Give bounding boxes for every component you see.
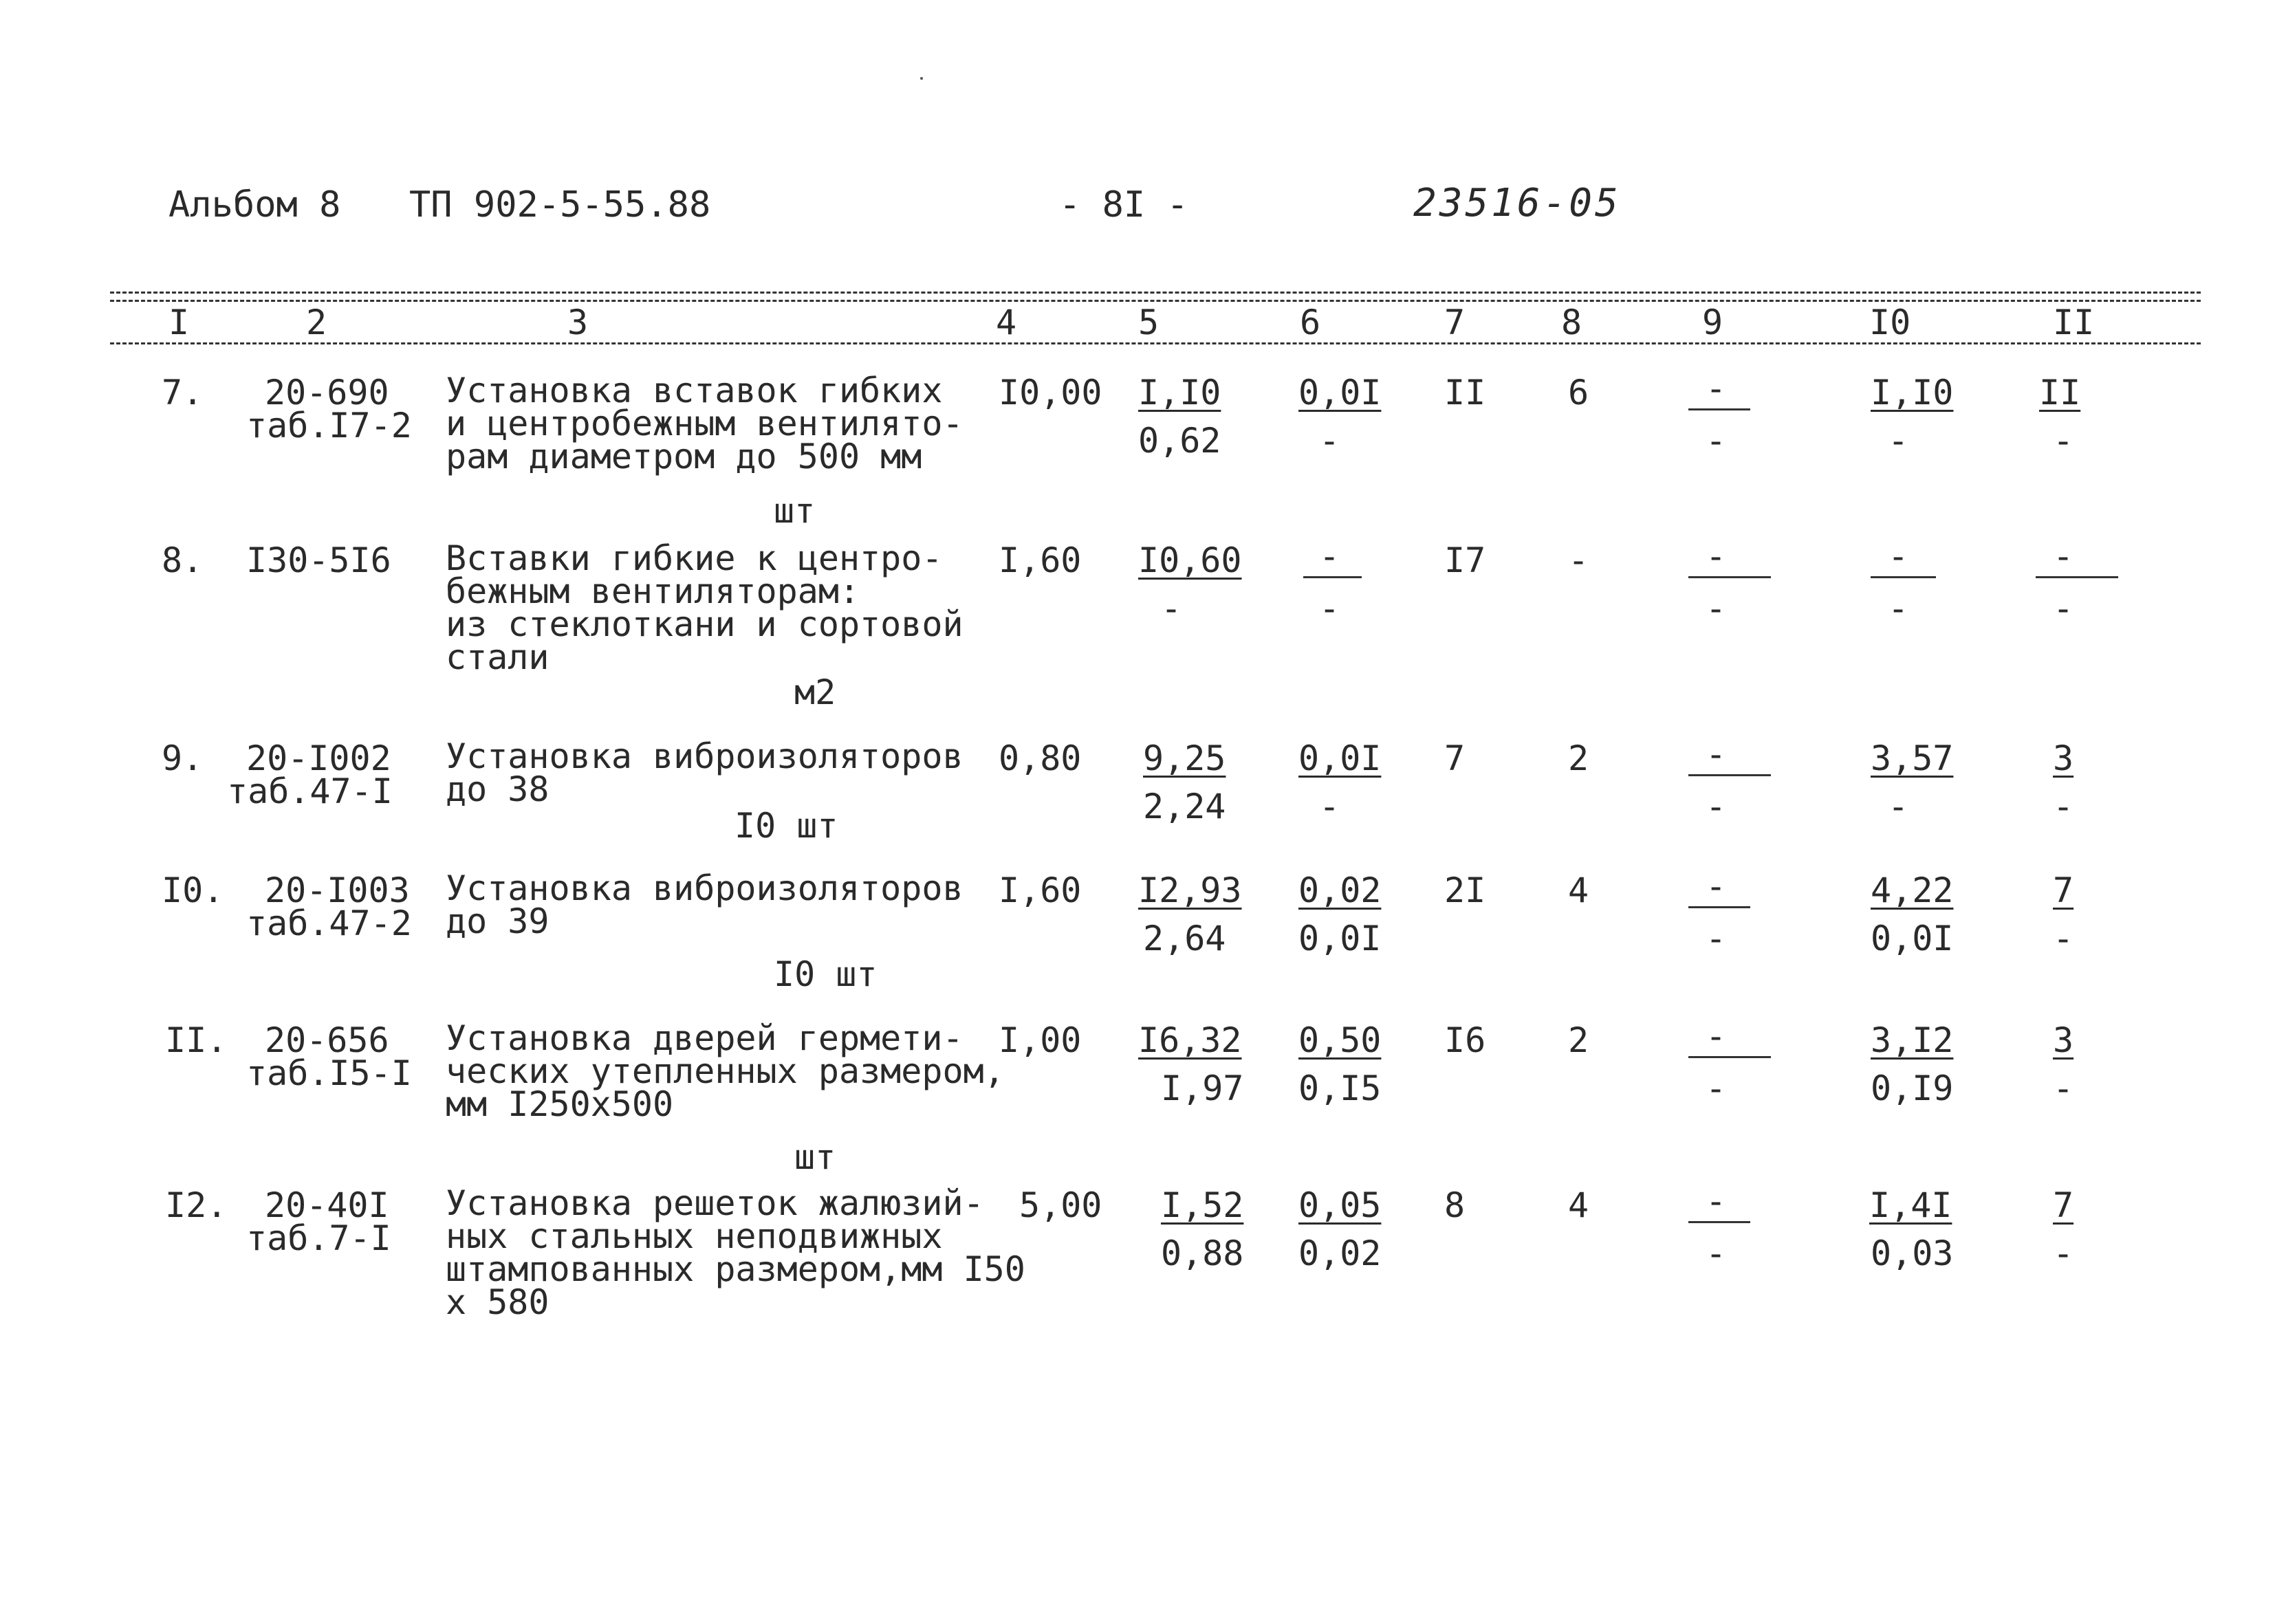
header-rule-bottom bbox=[110, 342, 2201, 344]
col6-fraction-line bbox=[1303, 576, 1362, 578]
col6-value: - bbox=[1319, 536, 1340, 576]
col11-value: 3 bbox=[2053, 1020, 2074, 1060]
row-number: I0. bbox=[162, 870, 224, 910]
col6-value: 0,05 bbox=[1298, 1185, 1382, 1225]
col-header-10: I0 bbox=[1869, 303, 1911, 342]
col5-subvalue: 2,64 bbox=[1143, 919, 1226, 958]
col9-fraction-line bbox=[1688, 1056, 1771, 1058]
col10-fraction-line bbox=[1871, 576, 1936, 578]
col-header-2: 2 bbox=[306, 303, 327, 342]
col10-subvalue: - bbox=[1888, 589, 1909, 628]
col9-subvalue: - bbox=[1706, 1233, 1727, 1273]
col10-value: 3,57 bbox=[1871, 738, 1954, 778]
work-description-line: Установка вставок гибких bbox=[446, 371, 943, 410]
col7-value: 7 bbox=[1444, 738, 1466, 778]
work-description-line: стали bbox=[446, 637, 549, 677]
row-number: 8. bbox=[162, 540, 204, 580]
col6-value: 0,02 bbox=[1298, 870, 1382, 910]
unit-of-measure: шт bbox=[794, 1137, 836, 1177]
col9-subvalue: - bbox=[1706, 589, 1727, 628]
col9-fraction-line bbox=[1688, 408, 1750, 410]
norm-table: таб.I7-2 bbox=[246, 406, 412, 446]
header-rule-top-2 bbox=[110, 300, 2201, 302]
col6-subvalue: 0,0I bbox=[1298, 919, 1382, 958]
norm-code: 20-656 bbox=[265, 1020, 389, 1060]
col-header-6: 6 bbox=[1300, 303, 1321, 342]
col11-value: II bbox=[2039, 373, 2081, 413]
col9-fraction-line bbox=[1688, 576, 1771, 578]
work-description-line: и центробежным вентилято- bbox=[446, 404, 964, 443]
col11-subvalue: - bbox=[2053, 589, 2074, 628]
quantity: 0,80 bbox=[999, 738, 1082, 778]
col5-subvalue: I,97 bbox=[1161, 1068, 1244, 1108]
col11-subvalue: - bbox=[2053, 1068, 2074, 1108]
header-rule-top bbox=[110, 292, 2201, 294]
quantity: I,60 bbox=[999, 870, 1082, 910]
work-description-line: Установка дверей гермети- bbox=[446, 1018, 964, 1058]
col7-value: I7 bbox=[1444, 540, 1486, 580]
col11-subvalue: - bbox=[2053, 787, 2074, 826]
work-description-line: бежным вентиляторам: bbox=[446, 571, 860, 611]
col5-value: 9,25 bbox=[1143, 738, 1226, 778]
work-description-line: ческих утепленных размером, bbox=[446, 1051, 1005, 1091]
row-number: 9. bbox=[162, 738, 204, 778]
col10-value: 3,I2 bbox=[1871, 1020, 1954, 1060]
norm-code: 20-I003 bbox=[265, 870, 410, 910]
norm-table: таб.47-2 bbox=[246, 903, 412, 943]
col9-subvalue: - bbox=[1706, 919, 1727, 958]
col7-value: I6 bbox=[1444, 1020, 1486, 1060]
col-header-5: 5 bbox=[1138, 303, 1160, 342]
col-header-7: 7 bbox=[1444, 303, 1466, 342]
col10-value: I,4I bbox=[1869, 1185, 1952, 1225]
col6-subvalue: 0,02 bbox=[1298, 1233, 1382, 1273]
norm-code: 20-I002 bbox=[246, 738, 391, 778]
work-description-line: ных стальных неподвижных bbox=[446, 1216, 943, 1256]
col-header-1: I bbox=[168, 303, 190, 342]
col10-value: 4,22 bbox=[1871, 870, 1954, 910]
norm-code: I30-5I6 bbox=[246, 540, 391, 580]
norm-table: таб.47-I bbox=[227, 771, 393, 811]
norm-table: таб.7-I bbox=[246, 1218, 391, 1258]
col6-subvalue: - bbox=[1319, 589, 1340, 628]
work-description-line: Установка виброизоляторов bbox=[446, 736, 964, 776]
col9-value: - bbox=[1706, 866, 1727, 906]
col9-value: - bbox=[1706, 1016, 1727, 1056]
norm-table: таб.I5-I bbox=[246, 1053, 412, 1093]
col11-subvalue: - bbox=[2053, 421, 2074, 461]
work-description-line: из стеклоткани и сортовой bbox=[446, 604, 964, 644]
col-header-9: 9 bbox=[1702, 303, 1723, 342]
col6-subvalue: 0,I5 bbox=[1298, 1068, 1382, 1108]
speck bbox=[920, 77, 923, 80]
col10-subvalue: 0,03 bbox=[1871, 1233, 1954, 1273]
col8-value: 4 bbox=[1568, 870, 1589, 910]
col10-subvalue: - bbox=[1888, 787, 1909, 826]
col9-value: - bbox=[1706, 1181, 1727, 1221]
col5-subvalue: 0,88 bbox=[1161, 1233, 1244, 1273]
col5-value: I2,93 bbox=[1138, 870, 1242, 910]
row-number: I2. bbox=[165, 1185, 228, 1225]
col5-subvalue: 2,24 bbox=[1143, 787, 1226, 826]
col11-subvalue: - bbox=[2053, 1233, 2074, 1273]
work-description-line: до 38 bbox=[446, 769, 549, 809]
work-description-line: рам диаметром до 500 мм bbox=[446, 437, 922, 476]
col6-subvalue: - bbox=[1319, 421, 1340, 461]
col11-value: 7 bbox=[2053, 1185, 2074, 1225]
col-header-8: 8 bbox=[1561, 303, 1582, 342]
col9-fraction-line bbox=[1688, 774, 1771, 776]
col7-value: 2I bbox=[1444, 870, 1486, 910]
unit-of-measure: I0 шт bbox=[774, 954, 878, 994]
col10-subvalue: - bbox=[1888, 421, 1909, 461]
row-number: II. bbox=[165, 1020, 228, 1060]
unit-of-measure: I0 шт bbox=[734, 806, 838, 846]
quantity: I0,00 bbox=[999, 373, 1102, 413]
col11-value: 7 bbox=[2053, 870, 2074, 910]
page-number: - 8I - bbox=[1059, 184, 1188, 226]
col9-fraction-line bbox=[1688, 906, 1750, 908]
norm-code: 20-40I bbox=[265, 1185, 389, 1225]
album-label: Альбом 8 bbox=[168, 184, 341, 226]
col6-subvalue: - bbox=[1319, 787, 1340, 826]
col-header-3: 3 bbox=[567, 303, 589, 342]
col6-value: 0,0I bbox=[1298, 373, 1382, 413]
work-description-line: Установка решеток жалюзий- bbox=[446, 1183, 984, 1223]
col5-value: I6,32 bbox=[1138, 1020, 1242, 1060]
col10-value: I,I0 bbox=[1871, 373, 1954, 413]
col7-value: 8 bbox=[1444, 1185, 1466, 1225]
col11-value: 3 bbox=[2053, 738, 2074, 778]
col5-value: I,I0 bbox=[1138, 373, 1221, 413]
col11-subvalue: - bbox=[2053, 919, 2074, 958]
unit-of-measure: м2 bbox=[794, 672, 836, 712]
col10-value: - bbox=[1888, 536, 1909, 576]
work-description-line: х 580 bbox=[446, 1282, 549, 1322]
col9-subvalue: - bbox=[1706, 787, 1727, 826]
col9-value: - bbox=[1706, 734, 1727, 774]
work-description-line: Установка виброизоляторов bbox=[446, 868, 964, 908]
unit-of-measure: шт bbox=[774, 491, 816, 531]
col6-value: 0,0I bbox=[1298, 738, 1382, 778]
col5-subvalue: 0,62 bbox=[1138, 421, 1221, 461]
col-header-4: 4 bbox=[996, 303, 1017, 342]
col11-value: - bbox=[2053, 536, 2074, 576]
work-description-line: до 39 bbox=[446, 901, 549, 941]
col6-value: 0,50 bbox=[1298, 1020, 1382, 1060]
col8-value: 6 bbox=[1568, 373, 1589, 413]
col9-fraction-line bbox=[1688, 1221, 1750, 1223]
row-number: 7. bbox=[162, 373, 204, 413]
quantity: I,00 bbox=[999, 1020, 1082, 1060]
col9-subvalue: - bbox=[1706, 421, 1727, 461]
col8-value: 2 bbox=[1568, 738, 1589, 778]
col11-fraction-line bbox=[2036, 576, 2118, 578]
col8-value: 4 bbox=[1568, 1185, 1589, 1225]
col-header-11: II bbox=[2053, 303, 2095, 342]
col7-value: II bbox=[1444, 373, 1486, 413]
col5-subvalue: - bbox=[1161, 589, 1182, 628]
work-description-line: Вставки гибкие к центро- bbox=[446, 538, 943, 578]
col8-value: - bbox=[1568, 540, 1589, 580]
col5-value: I0,60 bbox=[1138, 540, 1242, 580]
col5-value: I,52 bbox=[1161, 1185, 1244, 1225]
col10-subvalue: 0,I9 bbox=[1871, 1068, 1954, 1108]
col10-subvalue: 0,0I bbox=[1871, 919, 1954, 958]
col9-value: - bbox=[1706, 536, 1727, 576]
archive-stamp: 23516-05 bbox=[1413, 181, 1621, 226]
col9-subvalue: - bbox=[1706, 1068, 1727, 1108]
work-description-line: штампованных размером,мм I50 bbox=[446, 1249, 1025, 1289]
col8-value: 2 bbox=[1568, 1020, 1589, 1060]
quantity: 5,00 bbox=[1019, 1185, 1102, 1225]
col9-value: - bbox=[1706, 369, 1727, 408]
norm-code: 20-690 bbox=[265, 373, 389, 413]
doc-code: ТП 902-5-55.88 bbox=[409, 184, 711, 226]
quantity: I,60 bbox=[999, 540, 1082, 580]
work-description-line: мм I250х500 bbox=[446, 1084, 674, 1124]
